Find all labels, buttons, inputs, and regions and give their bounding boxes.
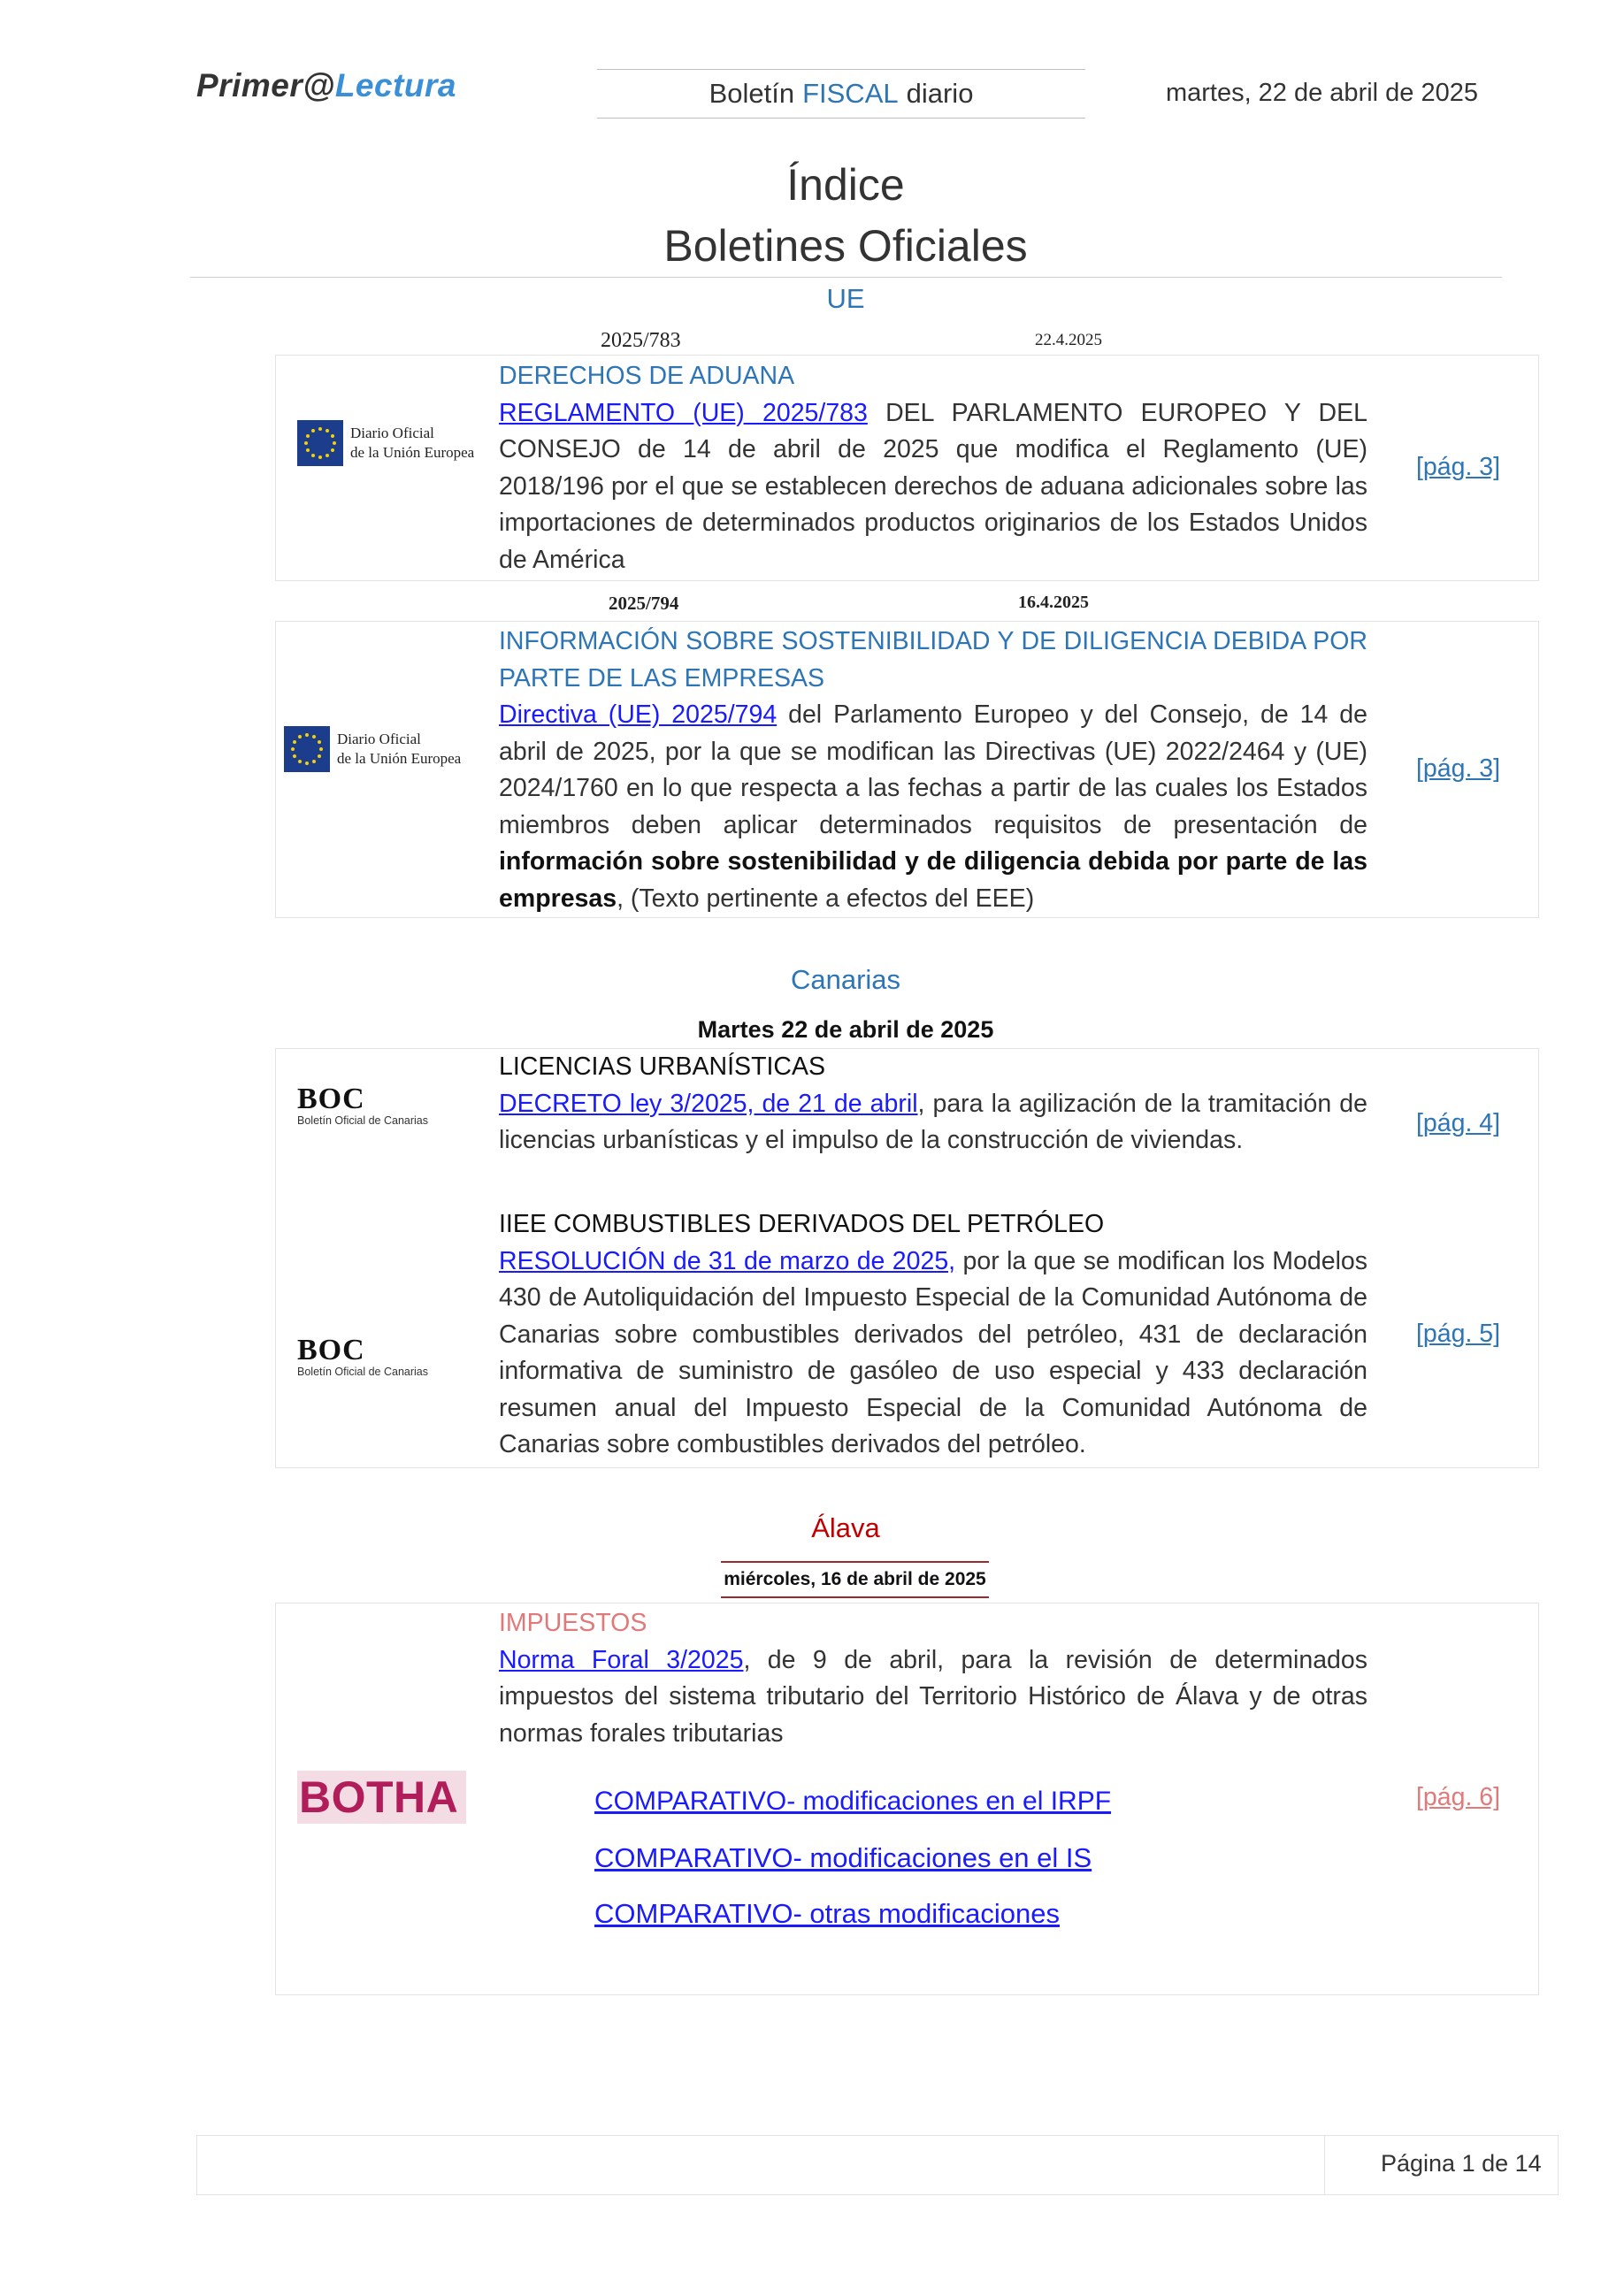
ue-date-2: 16.4.2025 [1018, 593, 1089, 612]
ue-ref-2: 2025/794 [609, 593, 679, 614]
page-ref-link[interactable]: [pág. 5] [1416, 1320, 1501, 1348]
ue-date-1: 22.4.2025 [1035, 331, 1102, 349]
entry-heading: DERECHOS DE ADUANA [499, 362, 795, 390]
entry-heading: IIEE COMBUSTIBLES DERIVADOS DEL PETRÓLEO [499, 1210, 1105, 1238]
entry-heading: INFORMACIÓN SOBRE SOSTENIBILIDAD Y DE DILIGENCIA DEBIDA POR PARTE DE LAS EMPRESAS [499, 627, 1367, 693]
ue-ref-1: 2025/783 [601, 329, 681, 352]
entry-heading: LICENCIAS URBANÍSTICAS [499, 1052, 825, 1081]
bulletin-title [597, 69, 1085, 119]
eu-official-journal-logo [297, 420, 474, 466]
entry-text: , para la agilización de la tramitación de licencias urbanísticas y el impulso de la construcción de viviendas. [499, 1089, 1367, 1154]
directive-link[interactable]: Directiva (UE) 2025/794 [499, 700, 778, 729]
eu-logo-line2: de la Unión Europea [337, 750, 462, 767]
entry-text-bold: información sobre sostenibilidad y de diligencia debida por parte de las empresas [499, 847, 1367, 913]
ue-entry-2 [275, 621, 1539, 918]
comparative-other-link[interactable]: COMPARATIVO- otras modificaciones [594, 1898, 1060, 1929]
boc-logo-big: BOC [297, 1083, 365, 1115]
eu-logo-line1: Diario Oficial [337, 731, 421, 747]
page-ref-link[interactable]: [pág. 4] [1416, 1109, 1501, 1137]
comparative-irpf-link[interactable]: COMPARATIVO- modificaciones en el IRPF [594, 1787, 1112, 1816]
eu-flag-icon [284, 726, 330, 772]
boc-logo-small: Boletín Oficial de Canarias [297, 1366, 428, 1378]
botha-logo: BOTHA [297, 1771, 466, 1824]
canarias-date: Martes 22 de abril de 2025 [697, 1016, 994, 1043]
eu-official-journal-logo [284, 726, 461, 772]
boc-logo-small: Boletín Oficial de Canarias [297, 1114, 428, 1127]
brand-logo [196, 67, 456, 104]
bulletin-pre: Boletín [709, 78, 795, 109]
page-title: Índice [786, 160, 905, 210]
alava-date: miércoles, 16 de abril de 2025 [721, 1561, 989, 1598]
entry-text: , de 9 de abril, para la revisión de determinados impuestos del sistema tributario del Territorio Histórico de Álava y de otras normas forales tributarias [499, 1645, 1368, 1748]
comparative-is-link[interactable]: COMPARATIVO- modificaciones en el IS [594, 1842, 1092, 1873]
page-ref-link[interactable]: [pág. 3] [1416, 754, 1501, 783]
bulletin-fiscal: FISCAL [802, 78, 899, 109]
resolution-link[interactable]: RESOLUCIÓN de 31 de marzo de 2025, [499, 1246, 956, 1275]
boc-logo [297, 1336, 428, 1378]
brand-part2: Lectura [334, 67, 456, 103]
boc-logo [297, 1084, 428, 1127]
page-ref-link[interactable]: [pág. 3] [1416, 453, 1501, 481]
regulation-link[interactable]: REGLAMENTO (UE) 2025/783 [499, 398, 868, 427]
section-heading-alava: Álava [811, 1512, 880, 1543]
entry-heading: IMPUESTOS [499, 1609, 647, 1637]
title-divider [190, 277, 1502, 278]
entry-text: del Parlamento Europeo y del Consejo, de 14 de abril de 2025, por la que se modifican las Directivas (UE) 2022/2464 y (UE) 2024/1760 en lo que respecta a las fechas a partir de las cuales los Estados miembros deben aplicar determinados requisitos de presentación de [499, 700, 1367, 839]
section-heading-canarias: Canarias [790, 964, 901, 995]
header-date: martes, 22 de abril de 2025 [1165, 79, 1478, 107]
footer-divider [1324, 2135, 1325, 2195]
brand-part1: Primer@ [196, 67, 335, 103]
footer-box [196, 2135, 1559, 2195]
eu-flag-icon [297, 420, 343, 466]
ue-entry-1 [275, 355, 1539, 581]
decree-link[interactable]: DECRETO ley 3/2025, de 21 de abril [499, 1089, 918, 1118]
bulletin-post: diario [906, 78, 974, 109]
page-ref-link[interactable]: [pág. 6] [1416, 1783, 1501, 1811]
boc-logo-big: BOC [297, 1334, 365, 1366]
entry-text-tail: , (Texto pertinente a efectos del EEE) [617, 884, 1035, 913]
section-heading-ue: UE [826, 283, 865, 314]
entry-text: por la que se modifican los Modelos 430 de Autoliquidación del Impuesto Especial de la Comunidad Autónoma de Canarias sobre combustibles derivados del petróleo, 431 de declaración informativa de suministro de gasóleo de uso especial y 433 declaración resumen anual del Impuesto Especial de la Comunidad Autónoma de Canarias sobre combustibles derivados del petróleo. [499, 1246, 1367, 1458]
page-number: Página 1 de 14 [1381, 2150, 1542, 2177]
eu-logo-line2: de la Unión Europea [350, 444, 475, 461]
canarias-entries [275, 1048, 1539, 1468]
eu-logo-line1: Diario Oficial [350, 425, 434, 441]
entry-text: DEL PARLAMENTO EUROPEO Y DEL CONSEJO de 14 de abril de 2025 que modifica el Reglamento (UE) 2018/196 por el que se establecen derechos de aduana adicionales sobre las importaciones de determinados productos originarios de los Estados Unidos de América [499, 398, 1367, 574]
page-subtitle: Boletines Oficiales [663, 221, 1028, 271]
norma-foral-link[interactable]: Norma Foral 3/2025 [499, 1645, 744, 1674]
